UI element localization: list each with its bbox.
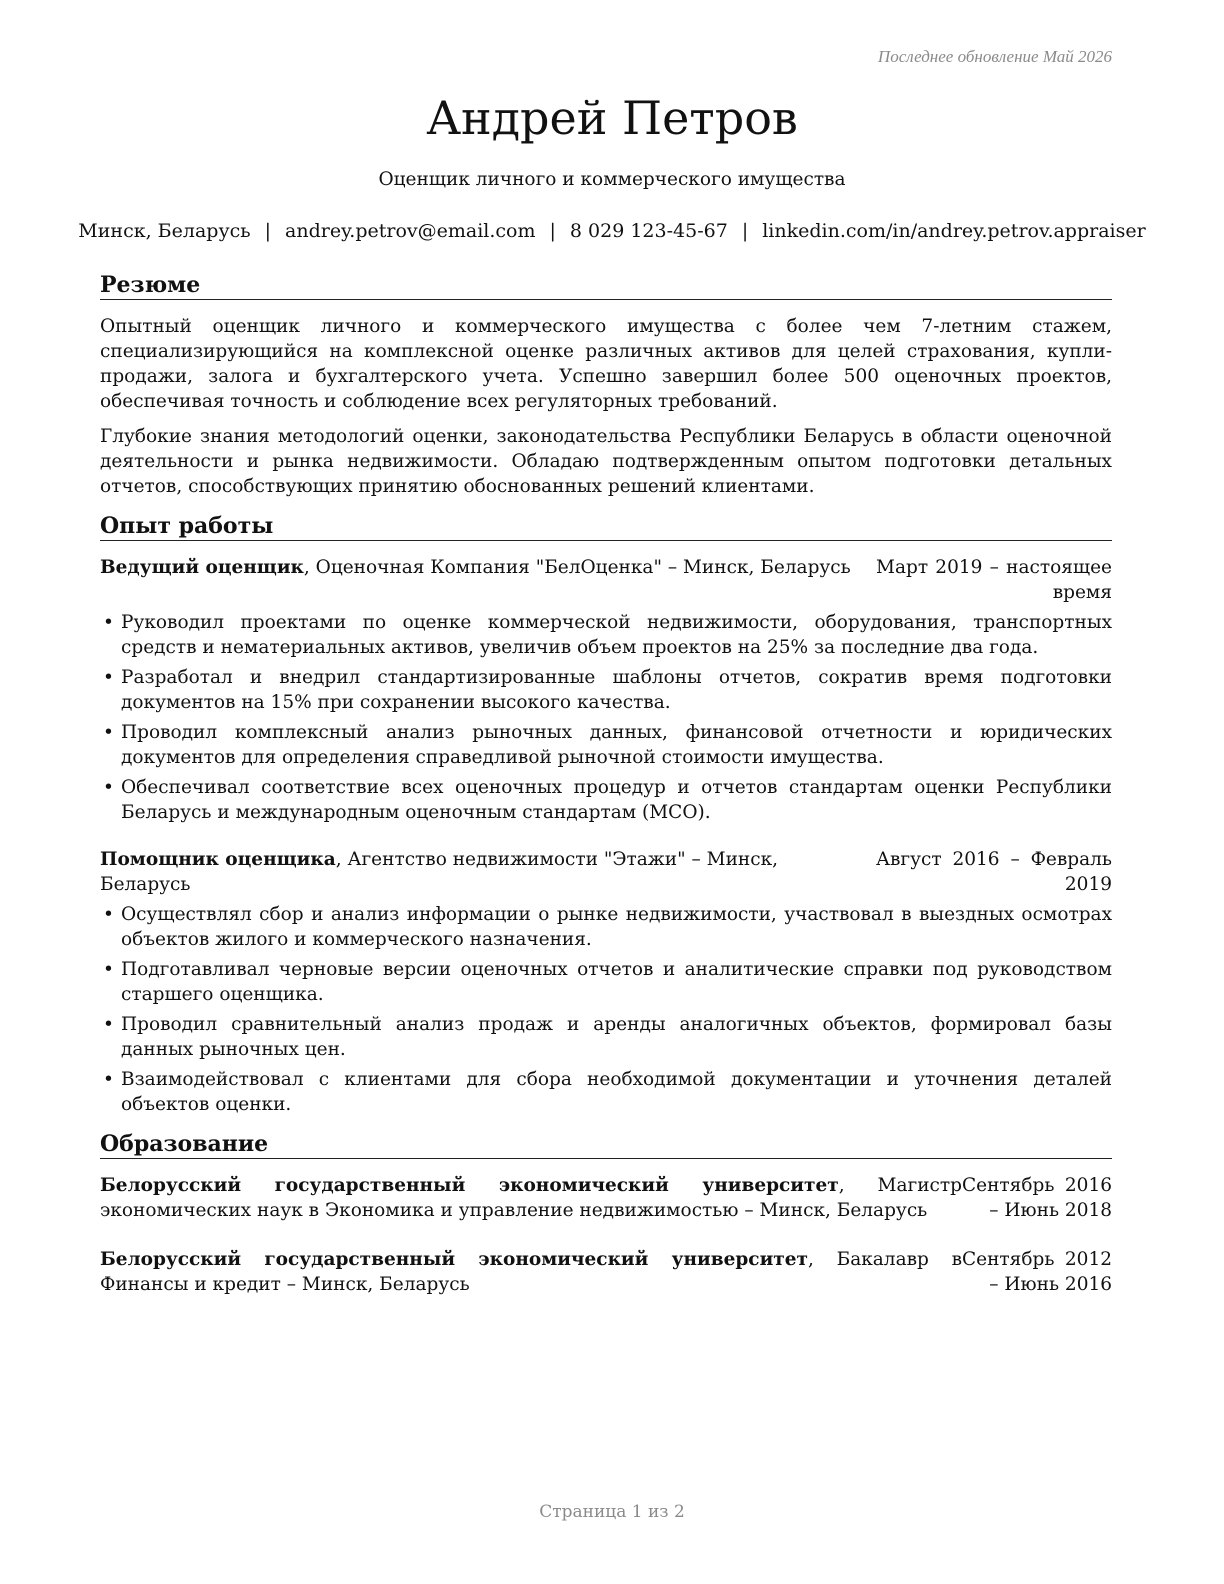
education-item bbox=[100, 1247, 1112, 1297]
job-header bbox=[100, 555, 1112, 605]
experience-section bbox=[100, 513, 1112, 1117]
contact-location: Минск, Беларусь bbox=[78, 220, 251, 242]
job-role: Помощник оценщика bbox=[100, 849, 336, 870]
job-role: Ведущий оценщик bbox=[100, 557, 304, 578]
list-item: • Проводил комплексный анализ рыночных данных, финансовой отчетности и юридических документов для определения справедливой рыночной стоимости имущества. bbox=[100, 720, 1112, 770]
education-institution: Белорусский государственный экономический университет bbox=[100, 1175, 839, 1196]
education-dates: Сентябрь 2012 – Июнь 2016 bbox=[962, 1249, 1112, 1295]
job-dates: Август 2016 – Февраль 2019 bbox=[876, 849, 1112, 895]
contact-separator: | bbox=[264, 220, 272, 242]
contact-phone[interactable]: 8 029 123-45-67 bbox=[569, 220, 728, 242]
contact-email[interactable]: andrey.petrov@email.com bbox=[285, 220, 536, 242]
job-header bbox=[100, 847, 1112, 897]
summary-paragraph: Глубокие знания методологий оценки, законодательства Республики Беларусь в области оценочной деятельности и рынка недвижимости. Обладаю подтвержденным опытом подготовки детальных отчетов, способствующих принятию обоснованных решений клиентами. bbox=[100, 426, 1112, 497]
contact-linkedin[interactable]: linkedin.com/in/andrey.petrov.appraiser bbox=[762, 220, 1146, 242]
summary-section bbox=[100, 272, 1112, 499]
education-item bbox=[100, 1173, 1112, 1223]
list-item: • Разработал и внедрил стандартизированные шаблоны отчетов, сократив время подготовки документов на 15% при сохранении высокого качества. bbox=[100, 665, 1112, 715]
section-title-summary: Резюме bbox=[100, 272, 1112, 300]
job-dates: Март 2019 – настоящее время bbox=[876, 557, 1112, 603]
education-section bbox=[100, 1131, 1112, 1297]
list-item: • Осуществлял сбор и анализ информации о рынке недвижимости, участвовал в выездных осмотрах объектов жилого и коммерческого назначения. bbox=[100, 902, 1112, 952]
list-item: • Подготавливал черновые версии оценочных отчетов и аналитические справки под руководством старшего оценщика. bbox=[100, 957, 1112, 1007]
contact-separator: | bbox=[741, 220, 749, 242]
education-description bbox=[100, 1247, 962, 1297]
candidate-title: Оценщик личного и коммерческого имущества bbox=[378, 169, 846, 190]
job-company: , Агентство недвижимости "Этажи" – Минск, Беларусь bbox=[100, 849, 779, 895]
education-dates: Сентябрь 2016 – Июнь 2018 bbox=[962, 1175, 1112, 1221]
list-item: • Обеспечивал соответствие всех оценочных процедур и отчетов стандартам оценки Республики Беларусь и международным оценочным стандартам (МСО). bbox=[100, 775, 1112, 825]
job-title-line bbox=[100, 555, 876, 580]
job-bullets bbox=[100, 610, 1112, 825]
education-details: , Магистр экономических наук в Экономика и управление недвижимостью – Минск, Беларусь bbox=[100, 1175, 962, 1221]
resume-body bbox=[100, 272, 1112, 1321]
candidate-name: Андрей Петров bbox=[426, 91, 798, 145]
page-number: Страница 1 из 2 bbox=[539, 1502, 685, 1522]
contact-line bbox=[0, 219, 1224, 244]
list-item: • Руководил проектами по оценке коммерческой недвижимости, оборудования, транспортных средств и нематериальных активов, увеличив объем проектов на 25% за последние два года. bbox=[100, 610, 1112, 660]
summary-paragraph: Опытный оценщик личного и коммерческого имущества с более чем 7-летним стажем, специализирующийся на комплексной оценке различных активов для целей страхования, купли-продажи, залога и бухгалтерского учета. Успешно завершил более 500 оценочных проектов, обеспечивая точность и соблюдение всех регуляторных требований. bbox=[100, 316, 1112, 412]
section-title-education: Образование bbox=[100, 1131, 1112, 1159]
list-item: • Взаимодействовал с клиентами для сбора необходимой документации и уточнения деталей объектов оценки. bbox=[100, 1067, 1112, 1117]
job-company: , Оценочная Компания "БелОценка" – Минск, Беларусь bbox=[303, 557, 851, 578]
section-title-experience: Опыт работы bbox=[100, 513, 1112, 541]
job-bullets bbox=[100, 902, 1112, 1117]
contact-separator: | bbox=[549, 220, 556, 242]
education-description bbox=[100, 1173, 962, 1223]
last-updated: Последнее обновление Май 2026 bbox=[877, 47, 1112, 66]
education-details: , Бакалавр в Финансы и кредит – Минск, Беларусь bbox=[100, 1249, 962, 1295]
education-institution: Белорусский государственный экономический университет bbox=[100, 1249, 808, 1270]
job-title-line bbox=[100, 847, 876, 897]
list-item: • Проводил сравнительный анализ продаж и аренды аналогичных объектов, формировал базы данных рыночных цен. bbox=[100, 1012, 1112, 1062]
